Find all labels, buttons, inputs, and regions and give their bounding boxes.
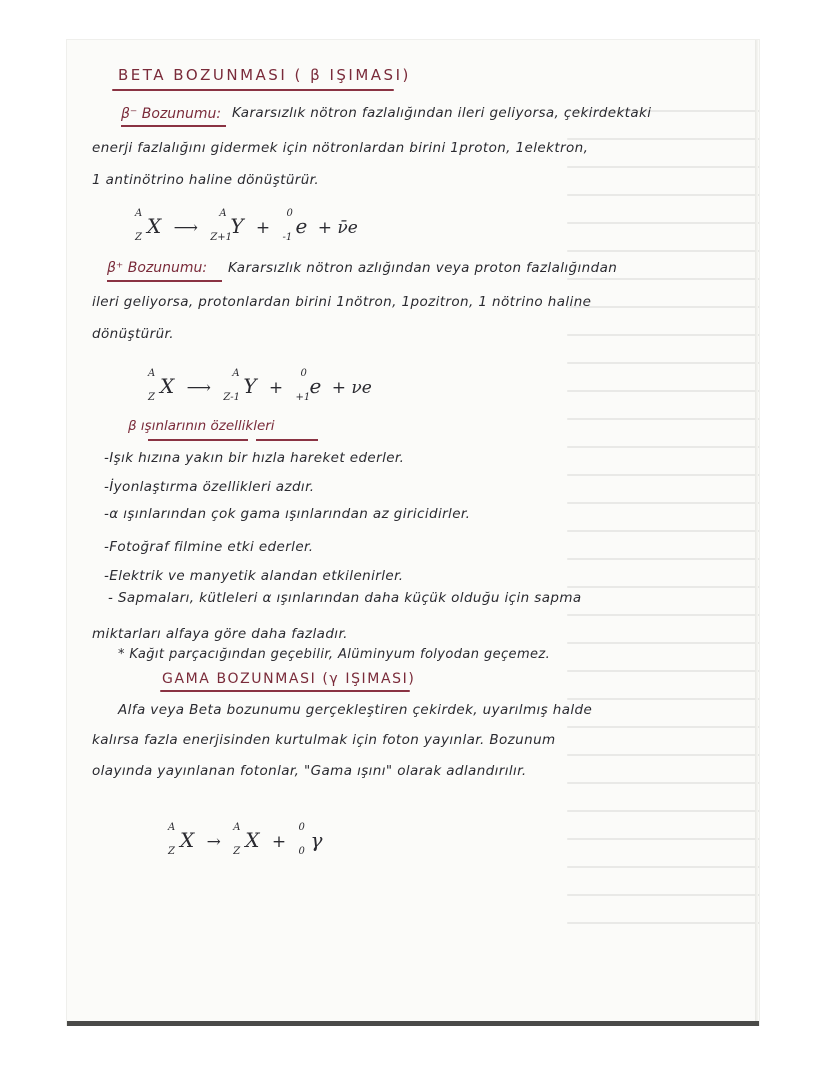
reaction-arrow: ⟶ <box>186 378 211 398</box>
parent-nuclide <box>135 208 162 243</box>
particle-symbol: γ <box>310 828 323 852</box>
gamma-line-1: Alfa veya Beta bozunumu gerçekleştiren çekirdek, uyarılmış halde <box>118 702 593 718</box>
gamma-title: GAMA BOZUNMASI (γ IŞIMASI) <box>162 671 416 687</box>
title-underline <box>112 89 394 91</box>
mass-number: 0 <box>298 822 305 833</box>
element-symbol: X <box>245 828 260 852</box>
mass-number: A <box>148 368 156 379</box>
atomic-number: +1 <box>295 392 311 403</box>
parent-nuclide <box>148 368 175 403</box>
page-title: BETA BOZUNMASI ( β IŞIMASI) <box>118 66 411 84</box>
neutrino-term: + νe <box>331 378 372 398</box>
mass-number: 0 <box>300 368 307 379</box>
beta-minus-equation <box>135 208 364 243</box>
atomic-number: Z <box>135 232 142 243</box>
show-through-lines <box>567 110 759 1010</box>
property-item: * Kağıt parçacığından geçebilir, Alüminyum folyodan geçemez. <box>118 647 551 662</box>
beta-minus-line-1: Kararsızlık nötron fazlalığından ileri geliyorsa, çekirdektaki <box>232 105 652 121</box>
property-item: - Sapmaları, kütleleri α ışınlarından daha küçük olduğu için sapma <box>108 590 582 606</box>
element-symbol: Y <box>243 374 257 398</box>
atomic-number: -1 <box>282 232 293 243</box>
properties-underline-1 <box>148 439 248 441</box>
element-symbol: X <box>180 828 195 852</box>
daughter-nuclide <box>210 208 244 243</box>
emitted-particle <box>295 368 322 403</box>
beta-minus-heading: β⁻ Bozunumu: <box>121 106 222 122</box>
element-symbol: X <box>147 214 162 238</box>
emitted-particle <box>282 208 308 243</box>
gamma-underline <box>160 690 410 692</box>
atomic-number: Z-1 <box>223 392 241 403</box>
property-item: -Fotoğraf filmine etki ederler. <box>104 539 314 555</box>
atomic-number: Z+1 <box>210 232 233 243</box>
particle-symbol: e <box>295 214 308 238</box>
property-item: -Işık hızına yakın bir hızla hareket ederler. <box>104 450 405 466</box>
element-symbol: X <box>160 374 175 398</box>
beta-minus-line-3: 1 antinötrino haline dönüştürür. <box>92 172 320 188</box>
property-item: -α ışınlarından çok gama ışınlarından az giricidirler. <box>104 506 471 522</box>
mass-number: A <box>233 822 241 833</box>
mass-number: A <box>168 822 176 833</box>
beta-minus-line-2: enerji fazlalığını gidermek için nötronlardan birini 1proton, 1elektron, <box>92 140 589 156</box>
beta-plus-heading: β⁺ Bozunumu: <box>107 260 208 276</box>
beta-minus-underline <box>121 125 226 127</box>
beta-plus-line-3: dönüştürür. <box>92 326 174 342</box>
atomic-number: Z <box>233 846 241 857</box>
reaction-arrow: ⟶ <box>173 218 198 238</box>
page-bottom-edge <box>67 1021 759 1026</box>
gamma-line-3: olayında yayınlanan fotonlar, "Gama ışını" olarak adlandırılır. <box>92 763 527 779</box>
particle-symbol: e <box>309 374 322 398</box>
beta-plus-line-1: Kararsızlık nötron azlığından veya proton fazlalığından <box>228 260 618 276</box>
antineutrino-term: + ν̄e <box>317 218 358 238</box>
property-item: -İyonlaştırma özellikleri azdır. <box>104 479 315 495</box>
mass-number: A <box>135 208 143 219</box>
mass-number: A <box>232 368 240 379</box>
properties-underline-2 <box>256 439 318 441</box>
property-item: miktarları alfaya göre daha fazladır. <box>92 626 348 642</box>
beta-plus-underline <box>107 280 222 282</box>
reaction-arrow: → <box>206 832 221 852</box>
daughter-nuclide <box>223 368 257 403</box>
atomic-number: Z <box>168 846 175 857</box>
daughter-nuclide <box>233 822 260 857</box>
parent-nuclide <box>168 822 195 857</box>
plus-sign: + <box>255 218 271 238</box>
emitted-photon <box>298 822 323 857</box>
atomic-number: Z <box>148 392 155 403</box>
gamma-equation <box>168 822 323 857</box>
gamma-line-2: kalırsa fazla enerjisinden kurtulmak için foton yayınlar. Bozunum <box>92 732 556 748</box>
element-symbol: Y <box>230 214 244 238</box>
property-item: -Elektrik ve manyetik alandan etkilenirler. <box>104 568 404 584</box>
plus-sign: + <box>268 378 284 398</box>
mass-number: 0 <box>286 208 293 219</box>
page-edge <box>755 40 758 1025</box>
mass-number: A <box>219 208 227 219</box>
beta-plus-equation <box>148 368 378 403</box>
beta-plus-line-2: ileri geliyorsa, protonlardan birini 1nötron, 1pozitron, 1 nötrino haline <box>92 294 592 310</box>
atomic-number: 0 <box>298 846 305 857</box>
properties-heading: β ışınlarının özellikleri <box>128 418 275 434</box>
plus-sign: + <box>271 832 287 852</box>
